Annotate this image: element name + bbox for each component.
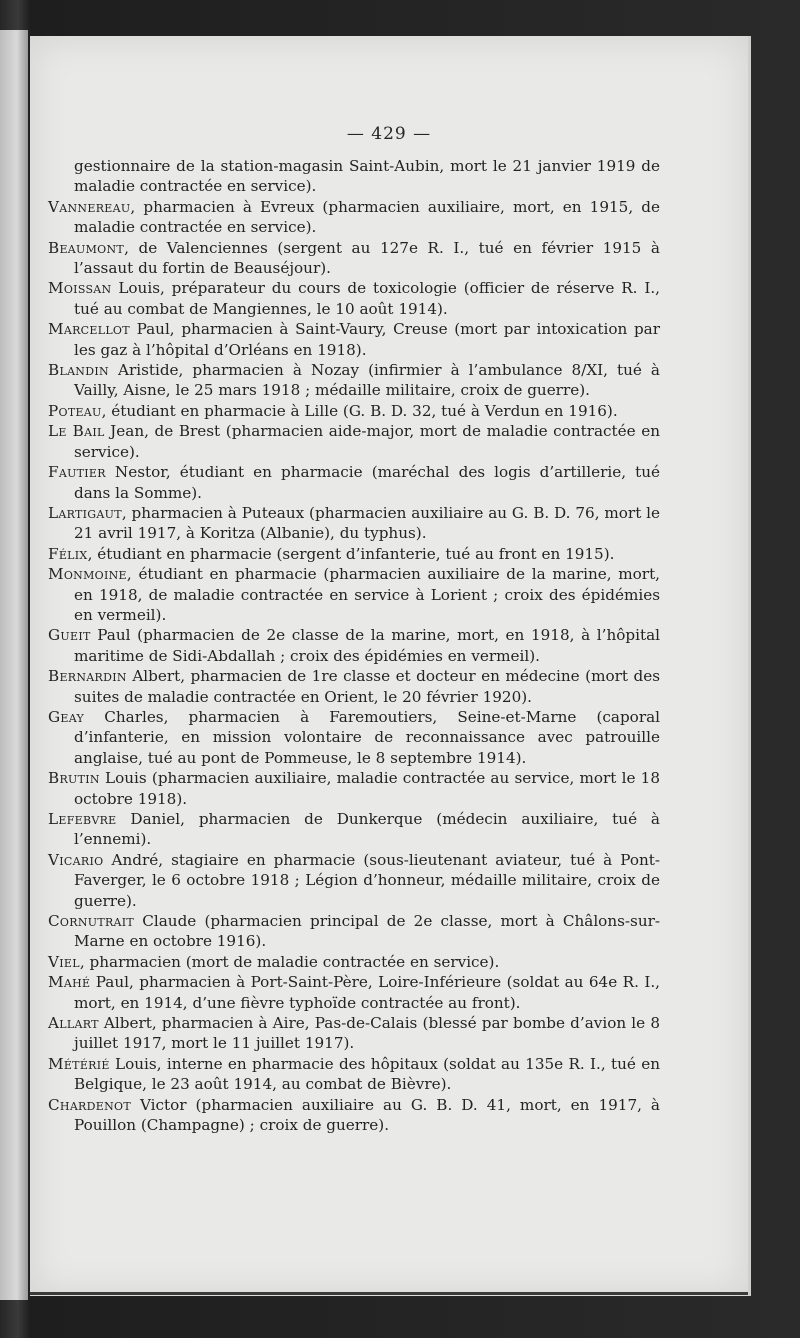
surname: Félix xyxy=(48,544,88,563)
surname: Beaumont xyxy=(48,238,125,257)
entry-text: , pharmacien (mort de maladie contractée en service). xyxy=(79,952,500,971)
list-item-intro: gestionnaire de la station-magasin Saint-Aubin, mort le 21 janvier 1919 de maladie contractée en service). xyxy=(74,157,660,196)
entry-text: Louis, interne en pharmacie des hôpitaux (soldat au 135e R. I., tué en Belgique, le 23 août 1914, au combat de Bièvre). xyxy=(74,1054,660,1094)
surname: Lefebvre xyxy=(48,810,117,828)
entry-text: , étudiant en pharmacie (pharmacien auxiliaire de la marine, mort, en 1918, de maladie contractée en service à Lorient ; croix des épidémies en vermeil). xyxy=(74,565,660,624)
surname: Cornutrait xyxy=(48,912,135,931)
surname: Mahé xyxy=(48,973,91,992)
list-item xyxy=(48,1054,660,1095)
list-item xyxy=(48,911,660,952)
entry-text: Nestor, étudiant en pharmacie (maréchal des logis d’artillerie, tué dans la Somme). xyxy=(74,463,660,502)
list-item xyxy=(48,952,660,972)
list-item xyxy=(48,768,660,809)
entry-text: , pharmacien à Evreux (pharmacien auxiliaire, mort, en 1915, de maladie contractée en service). xyxy=(74,197,660,237)
list-item xyxy=(48,972,660,1013)
scan-bottom-edge xyxy=(30,1292,748,1295)
entry-text: Louis, préparateur du cours de toxicologie (officier de réserve R. I., tué au combat de Mangiennes, le 10 août 1914). xyxy=(74,279,660,318)
surname: Fautier xyxy=(48,463,106,482)
book-page xyxy=(30,36,751,1296)
surname: Brutin xyxy=(48,769,100,788)
surname: Marcellot xyxy=(48,320,130,339)
list-item xyxy=(48,1013,660,1054)
surname: Le Bail xyxy=(48,422,105,441)
entry-text: , étudiant en pharmacie (sergent d’infanterie, tué au front en 1915). xyxy=(87,544,615,563)
surname: Geay xyxy=(48,707,85,726)
entry-text: Daniel, pharmacien de Dunkerque (médecin auxiliaire, tué à l’ennemi). xyxy=(74,810,660,849)
surname: Moissan xyxy=(48,279,112,298)
entry-text: Paul, pharmacien à Port-Saint-Père, Loire-Inférieure (soldat au 64e R. I., mort, en 1914, d’une fièvre typhoïde contractée au front). xyxy=(74,973,660,1012)
entry-text: , de Valenciennes (sergent au 127e R. I., tué en février 1915 à l’assaut du fortin de Beauséjour). xyxy=(74,238,660,278)
list-item xyxy=(48,503,660,544)
entry-text: Paul, pharmacien à Saint-Vaury, Creuse (mort par intoxication par les gaz à l’hôpital d’Orléans en 1918). xyxy=(74,320,660,359)
surname: Lartigaut xyxy=(48,503,122,522)
entry-text: Victor (pharmacien auxiliaire au G. B. D. 41, mort, en 1917, à Pouillon (Champagne) ; croix de guerre). xyxy=(74,1095,660,1135)
list-item xyxy=(48,278,660,319)
surname: Vicario xyxy=(48,850,104,869)
entry-text: Paul (pharmacien de 2e classe de la marine, mort, en 1918, à l’hôpital maritime de Sidi-Abdallah ; croix des épidémies en vermeil). xyxy=(74,626,660,665)
list-item xyxy=(48,625,660,666)
list-item xyxy=(48,421,660,462)
list-item xyxy=(48,564,660,625)
entry-text: Aristide, pharmacien à Nozay (infirmier à l’ambulance 8/XI, tué à Vailly, Aisne, le 25 mars 1918 ; médaille militaire, croix de guerre). xyxy=(74,361,660,400)
list-item xyxy=(48,1095,660,1136)
surname: Chardenot xyxy=(48,1095,131,1114)
entry-text: , pharmacien à Puteaux (pharmacien auxiliaire au G. B. D. 76, mort le 21 avril 1917, à Koritza (Albanie), du typhus). xyxy=(74,503,660,543)
entry-text: Louis (pharmacien auxiliaire, maladie contractée au service, mort le 18 octobre 1918). xyxy=(74,769,660,808)
list-item xyxy=(48,197,660,238)
entry-text: Albert, pharmacien de 1re classe et docteur en médecine (mort des suites de maladie contractée en Orient, le 20 février 1920). xyxy=(74,667,660,706)
list-item xyxy=(48,462,660,503)
page-number: — 429 — xyxy=(346,124,432,144)
entry-list xyxy=(48,156,660,1136)
previous-page-edge xyxy=(0,30,28,1300)
entry-text: Charles, pharmacien à Faremoutiers, Seine-et-Marne (caporal d’infanterie, en mission volontaire de reconnaissance avec patrouille anglaise, tué au pont de Pommeuse, le 8 septembre 1914). xyxy=(74,707,660,767)
list-item xyxy=(48,319,660,360)
list-item xyxy=(48,544,660,564)
list-item xyxy=(48,707,660,768)
entry-text: , étudiant en pharmacie à Lille (G. B. D. 32, tué à Verdun en 1916). xyxy=(101,401,618,420)
list-item xyxy=(48,666,660,707)
list-item xyxy=(48,238,660,279)
entry-text: Claude (pharmacien principal de 2e classe, mort à Châlons-sur-Marne en octobre 1916). xyxy=(74,912,660,951)
list-item xyxy=(48,401,660,421)
surname: Métérié xyxy=(48,1054,110,1073)
entry-text: André, stagiaire en pharmacie (sous-lieutenant aviateur, tué à Pont-Faverger, le 6 octobre 1918 ; Légion d’honneur, médaille militaire, croix de guerre). xyxy=(74,850,660,910)
surname: Viel xyxy=(48,952,80,971)
entry-text: Albert, pharmacien à Aire, Pas-de-Calais (blessé par bombe d’avion le 8 juillet 1917, mort le 11 juillet 1917). xyxy=(74,1014,660,1053)
surname: Blandin xyxy=(48,361,109,380)
surname: Allart xyxy=(48,1014,99,1033)
surname: Monmoine xyxy=(48,565,127,584)
surname: Vannereau xyxy=(48,197,131,216)
surname: Bernardin xyxy=(48,667,127,686)
list-item xyxy=(48,809,660,850)
entry-text: Jean, de Brest (pharmacien aide-major, mort de maladie contractée en service). xyxy=(74,422,660,461)
surname: Poteau xyxy=(48,401,102,420)
list-item xyxy=(48,850,660,911)
list-item xyxy=(48,360,660,401)
surname: Gueit xyxy=(48,626,91,645)
